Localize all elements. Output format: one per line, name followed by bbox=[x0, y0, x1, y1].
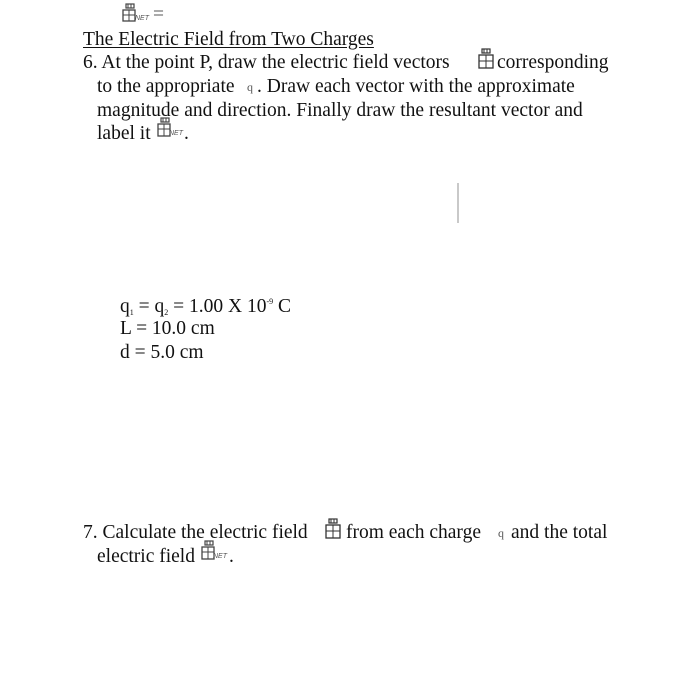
field-symbol-icon bbox=[325, 518, 341, 545]
given-distance-d: d = 5.0 cm bbox=[120, 342, 204, 363]
q6-line1-text: 6. At the point P, draw the electric field vectors bbox=[83, 52, 450, 73]
q6-line1 bbox=[83, 52, 450, 74]
q2-subscript: 2 bbox=[164, 308, 169, 317]
q6-line4a: label it bbox=[97, 123, 151, 144]
field-symbol-icon bbox=[478, 48, 494, 75]
field-symbol-net-icon bbox=[200, 540, 230, 567]
page-title: The Electric Field from Two Charges bbox=[83, 29, 374, 50]
vertical-line bbox=[457, 183, 459, 223]
top-equals: = bbox=[153, 4, 164, 25]
equals-sign: = bbox=[138, 296, 150, 317]
q7-line1a: 7. Calculate the electric field bbox=[83, 522, 308, 543]
q6-line4b: . bbox=[184, 123, 189, 144]
q6-line2b: . Draw each vector with the approximate bbox=[257, 76, 575, 97]
charge-exponent: -9 bbox=[266, 297, 274, 306]
q7-line2b: . bbox=[229, 546, 234, 567]
q2-letter: q bbox=[154, 296, 165, 317]
q6-line1b: corresponding bbox=[497, 52, 609, 73]
svg-text:NET: NET bbox=[169, 130, 183, 137]
charge-unit: C bbox=[278, 296, 292, 317]
field-symbol-net-icon bbox=[156, 117, 186, 144]
charge-symbol-q: q bbox=[247, 80, 253, 94]
charge-symbol-q: q bbox=[498, 526, 504, 540]
q7-line1c: and the total bbox=[511, 522, 608, 543]
q7-line2a: electric field bbox=[97, 546, 195, 567]
q1-subscript: 1 bbox=[129, 308, 134, 317]
field-symbol-net-icon bbox=[120, 3, 156, 28]
q6-line3: magnitude and direction. Finally draw the resultant vector and bbox=[97, 100, 583, 121]
q1-letter: q bbox=[120, 296, 130, 317]
q7-line1b: from each charge bbox=[346, 522, 481, 543]
svg-text:NET: NET bbox=[135, 15, 149, 22]
charge-value: = 1.00 X 10 bbox=[173, 296, 267, 317]
svg-text:NET: NET bbox=[213, 553, 227, 560]
q6-line2a: to the appropriate bbox=[97, 76, 235, 97]
given-length-L: L = 10.0 cm bbox=[120, 318, 215, 339]
